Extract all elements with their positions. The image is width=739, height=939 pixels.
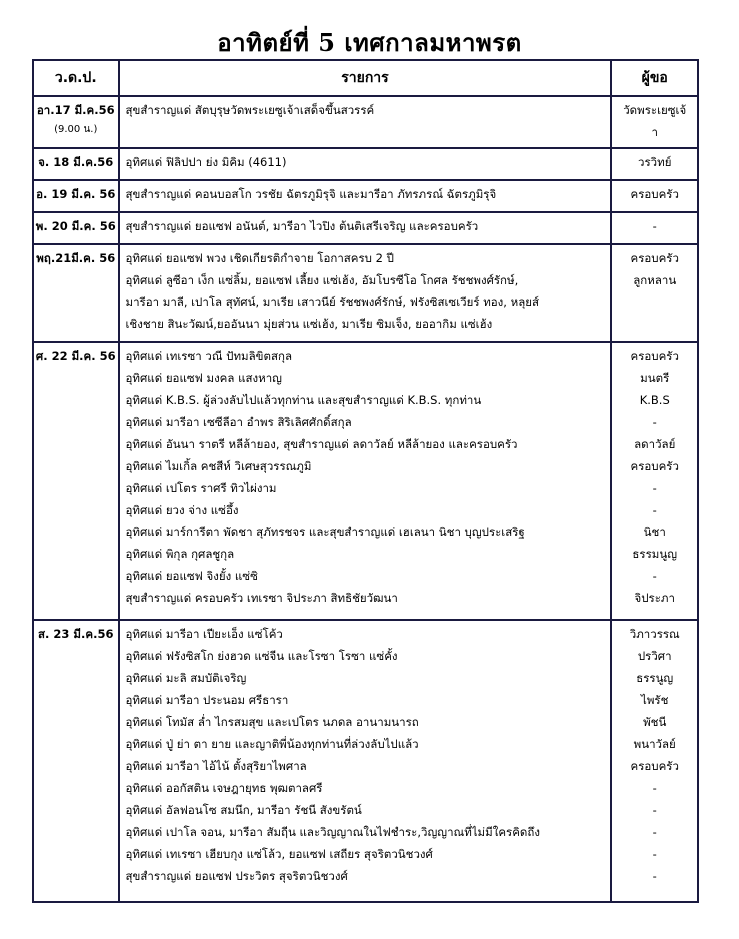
requester-name: พัชนี: [643, 715, 667, 729]
row-date: [33, 620, 119, 902]
date-text: อ. 19 มี.ค. 56: [36, 187, 116, 201]
intention-line: อุทิศแด่ มารีอา เซซีลีอา อำพร สิริเลิศศักดิ์สกุล: [125, 415, 352, 429]
requester-name: ลดาวัลย์: [634, 437, 676, 451]
row-requesters: [611, 148, 698, 180]
row-requesters: [611, 180, 698, 212]
mass-intention-table: [32, 59, 699, 903]
intention-line: สุขสำราญแด่ ยอแซฟ อนันต์, มารีอา ไวปิง ต้นติเสรีเจริญ และครอบครัว: [125, 219, 479, 233]
intention-line: อุทิศแด่ ฟรังซิสโก ย่งฮวด แซ่จีน และโรซา โรซา แซ่คั้ง: [125, 649, 398, 663]
intention-line: อุทิศแด่ ฟิลิปปา ย่ง มิคิม (4611): [125, 155, 287, 169]
requester-name: -: [652, 569, 657, 583]
table-row: [33, 180, 698, 212]
intention-line: อุทิศแด่ ยอแซฟ มงคล แสงหาญ: [125, 371, 282, 385]
intention-line: อุทิศแด่ มาร์การีตา พัดชา สุภัทรชจร และสุขสำราญแด่ เฮเลนา นิชา บุญประเสริฐ: [125, 525, 525, 539]
table-row: [33, 96, 698, 148]
row-date: [33, 180, 119, 212]
intention-line: อุทิศแด่ อันนา ราตรี หลีล้ายอง, สุขสำราญแด่ ลดาวัลย์ หลีล้ายอง และครอบครัว: [125, 437, 518, 451]
row-requesters: [611, 342, 698, 620]
requester-name: พนาวัลย์: [633, 737, 676, 751]
intention-line: อุทิศแด่ ปู่ ย่า ตา ยาย และญาติพี่น้องทุกท่านที่ล่วงลับไปแล้ว: [125, 737, 419, 751]
requester-name: K.B.S: [639, 393, 670, 407]
row-requesters: [611, 620, 698, 902]
date-text: อา.17 มี.ค.56: [36, 103, 115, 117]
table-row: [33, 342, 698, 620]
intention-line: อุทิศแด่ เทเรซา วณี ปัทมลิขิตสกุล: [125, 349, 293, 363]
row-requesters: [611, 244, 698, 342]
requester-name: มนตรี: [640, 371, 670, 385]
row-date: [33, 96, 119, 148]
header-requester: ผู้ขอ: [611, 60, 698, 96]
intention-line: อุทิศแด่ ออกัสติน เจษฎายุทธ พุฒตาลศรี: [125, 781, 323, 795]
requester-name: ครอบครัว: [630, 251, 679, 265]
row-date: [33, 244, 119, 342]
header-items: รายการ: [119, 60, 612, 96]
requester-name: า: [651, 125, 658, 139]
intention-line: อุทิศแด่ อัลฟอนโซ สมนึก, มารีอา รัชนี สังขรัตน์: [125, 803, 362, 817]
table-row: [33, 620, 698, 902]
row-items: [119, 180, 612, 212]
page-title: อาทิตย์ที่ 5 เทศกาลมหาพรต: [217, 28, 522, 57]
date-time-note: (9.00 น.): [54, 124, 98, 135]
intention-line: อุทิศแด่ โทมัส ล่ำ ไกรสมสุข และเปโตร นภดล อานามนารถ: [125, 715, 419, 729]
requester-name: ธรรนูญ: [636, 671, 674, 685]
table-row: [33, 244, 698, 342]
date-text: ส. 23 มี.ค.56: [38, 627, 114, 641]
intention-line: อุทิศแด่ ไมเกิ้ล คชสีห์ วิเศษสุวรรณภูมิ: [125, 459, 312, 473]
table-header-row: [33, 60, 698, 96]
row-items: [119, 342, 612, 620]
requester-name: วรวิทย์: [638, 155, 672, 169]
intention-line: อุทิศแด่ มะลิ สมบัติเจริญ: [125, 671, 247, 685]
intention-line: เชิงชาย สินะวัฒน์,ยออันนา มุ่ยส่วน แซ่เฮ้ง, มาเรีย ซิมเจ็ง, ยออากิม แซ่เฮ้ง: [125, 317, 493, 331]
requester-name: -: [652, 481, 657, 495]
row-requesters: [611, 212, 698, 244]
date-text: พ. 20 มี.ค. 56: [35, 219, 116, 233]
requester-name: วัดพระเยซูเจ้: [623, 103, 687, 117]
intention-line: อุทิศแด่ เปโตร ราศรี ทิวไผ่งาม: [125, 481, 277, 495]
intention-line: อุทิศแด่ มารีอา ไอ้ไน้ ตั้งสุริยาไพศาล: [125, 759, 307, 773]
intention-line: อุทิศแด่ เปาโล จอน, มารีอา สัมฤีน และวิญญาณในไฟชำระ,วิญญาณที่ไม่มีใครคิดถึง: [125, 825, 540, 839]
date-text: จ. 18 มี.ค.56: [38, 155, 114, 169]
requester-name: -: [652, 869, 657, 883]
requester-name: ครอบครัว: [630, 459, 679, 473]
intention-line: อุทิศแด่ ยอแซฟ พวง เชิดเกียรติกำจาย โอกาสครบ 2 ปี: [125, 251, 394, 265]
requester-name: -: [652, 847, 657, 861]
date-text: ศ. 22 มี.ค. 56: [35, 349, 116, 363]
intention-line: สุขสำราญแด่ ยอแซฟ ประวิตร สุจริตวนิชวงศ์: [125, 869, 348, 883]
requester-name: จิประภา: [634, 591, 675, 605]
intention-line: อุทิศแด่ มารีอา เปียะเอ็ง แซ่โค้ว: [125, 627, 283, 641]
requester-name: -: [652, 803, 657, 817]
row-date: [33, 148, 119, 180]
table-row: [33, 148, 698, 180]
intention-line: อุทิศแด่ พิกุล กุศลชูกุล: [125, 547, 235, 561]
intention-line: อุทิศแด่ เทเรซา เฮียบกุง แซ่โล้ว, ยอแซฟ เสถียร สุจริตวนิชวงศ์: [125, 847, 433, 861]
requester-name: ธรรมนูญ: [632, 547, 678, 561]
intention-line: อุทิศแด่ ยวง จ่าง แซ่อึ้ง: [125, 503, 239, 517]
row-date: [33, 342, 119, 620]
intention-line: อุทิศแด่ ยอแซฟ จิงยั้ง แซ่ซิ: [125, 569, 258, 583]
requester-name: -: [652, 781, 657, 795]
intention-line: สุขสำราญแด่ คอนบอสโก วรชัย ฉัตรภูมิรุจิ และมารีอา ภัทรภรณ์ ฉัตรภูมิรุจิ: [125, 187, 497, 201]
intention-line: สุขสำราญแด่ ครอบครัว เทเรซา จิประภา สิทธิชัยวัฒนา: [125, 591, 398, 605]
intention-line: สุขสำราญแด่ สัตบุรุษวัดพระเยซูเจ้าเสด็จขึ้นสวรรค์: [125, 103, 375, 117]
requester-name: -: [652, 219, 657, 233]
row-items: [119, 212, 612, 244]
requester-name: -: [652, 825, 657, 839]
requester-name: นิชา: [643, 525, 666, 539]
row-items: [119, 96, 612, 148]
requester-name: -: [652, 503, 657, 517]
requester-name: ลูกหลาน: [633, 273, 677, 287]
intention-line: อุทิศแด่ ลูซีอา เง็ก แซ่ลิ้ม, ยอแซฟ เลี้ยง แซ่เฮ้ง, อัมโบรซีโอ โกศล รัชชพงศ์รักษ์,: [125, 273, 519, 287]
date-text: พฤ.21มี.ค. 56: [36, 251, 116, 265]
requester-name: ครอบครัว: [630, 349, 679, 363]
row-items: [119, 244, 612, 342]
row-items: [119, 620, 612, 902]
intention-line: อุทิศแด่ K.B.S. ผู้ล่วงลับไปแล้วทุกท่าน และสุขสำราญแด่ K.B.S. ทุกท่าน: [125, 393, 482, 407]
intention-line: อุทิศแด่ มารีอา ประนอม ศรีธารา: [125, 693, 289, 707]
table-row: [33, 212, 698, 244]
row-date: [33, 212, 119, 244]
requester-name: ครอบครัว: [630, 187, 679, 201]
requester-name: วิภาวรรณ: [629, 627, 680, 641]
row-requesters: [611, 96, 698, 148]
row-items: [119, 148, 612, 180]
intention-line: มารีอา มาลี, เปาโล สุทัศน์, มาเรีย เสาวนีย์ รัชชพงศ์รักษ์, ฟรังซิสเซเวียร์ ทอง, หลุยส์: [125, 295, 539, 309]
header-date: ว.ด.ป.: [33, 60, 119, 96]
requester-name: ครอบครัว: [630, 759, 679, 773]
requester-name: ไพรัช: [641, 693, 669, 707]
requester-name: -: [652, 415, 657, 429]
requester-name: ปรวิศา: [637, 649, 672, 663]
